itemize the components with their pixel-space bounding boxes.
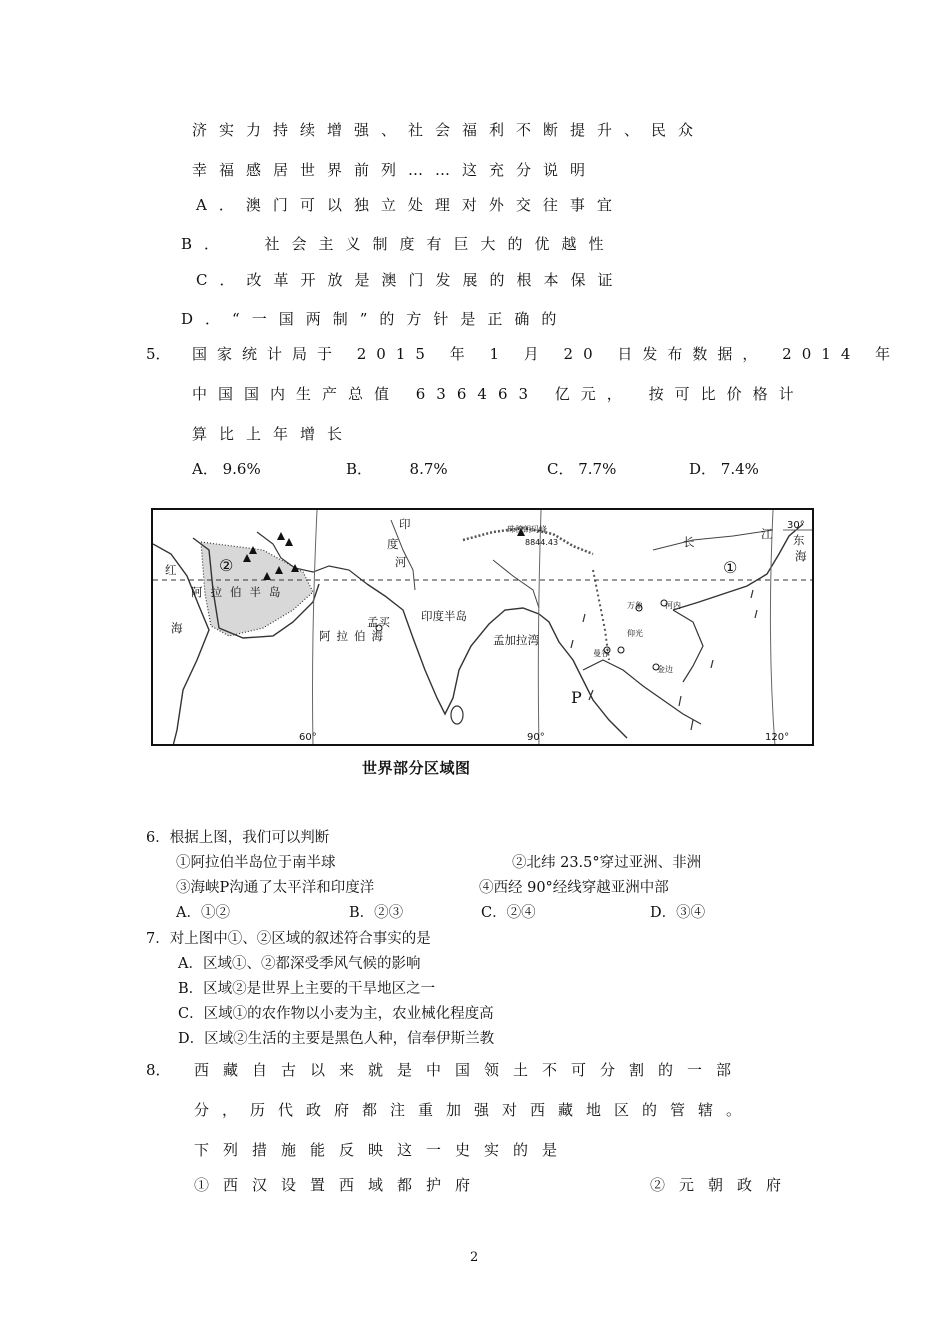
label-yangtze-2: 江 [761, 527, 773, 541]
yangtze-river [653, 530, 773, 550]
q6-stem: 6．根据上图，我们可以判断 [146, 830, 330, 846]
world-region-map [151, 508, 814, 746]
q7-stem: 7．对上图中①、②区域的叙述符合事实的是 [146, 931, 431, 947]
q6-option-d: D．③④ [650, 905, 706, 921]
label-red-sea-1: 红 [165, 563, 177, 577]
q6-statement-2: ②北纬 23.5°穿过亚洲、非洲 [512, 855, 702, 871]
island-marks [571, 590, 757, 730]
ganges-river [493, 560, 539, 608]
label-lon-120: 120° [765, 732, 790, 743]
label-everest: 珠穆朗玛峰 [507, 525, 547, 534]
q5-option-c: C． 7.7% [547, 460, 617, 478]
q6-statement-1: ①阿拉伯半岛位于南半球 [176, 855, 336, 871]
q4-option-d: D．“一国两制”的方针是正确的 [181, 310, 569, 328]
label-region-1: ① [723, 558, 738, 577]
page-number: 2 [470, 1250, 479, 1265]
q5-option-a: A． 9.6% [192, 460, 261, 478]
label-arabian-peninsula: 阿拉伯半岛 [191, 585, 289, 599]
label-indus-3: 河 [395, 555, 407, 569]
q8-statement-1: ①西汉设置西域都护府 [194, 1176, 485, 1194]
label-indus-2: 度 [387, 537, 399, 551]
q5-line3: 算比上年增长 [192, 425, 355, 443]
q6-option-b: B．②③ [349, 905, 404, 921]
label-yangon: 仰光 [627, 629, 643, 638]
label-mumbai: 孟买 [367, 615, 390, 629]
q4-line2: 幸福感居世界前列……这充分说明 [192, 161, 598, 179]
q8-statement-2: ②元朝政府 [650, 1176, 796, 1194]
label-everest-height: 8844.43 [525, 538, 559, 547]
label-indus-1: 印 [399, 517, 411, 531]
label-east-sea-1: 东 [793, 533, 805, 547]
q8-line3: 下列措施能反映这一史实的是 [194, 1141, 572, 1159]
label-lat-30: 30° [787, 520, 805, 531]
india-coastline [367, 584, 539, 714]
label-hanoi: 河内 [665, 601, 681, 610]
label-lon-90: 90° [527, 732, 545, 743]
q8-line1: 西藏自古以来就是中国领土不可分割的一部 [194, 1061, 746, 1079]
label-bangkok: 曼谷 [593, 649, 609, 658]
q6-statement-3: ③海峡P沟通了太平洋和印度洋 [176, 880, 375, 896]
q4-option-a: A．澳门可以独立处理对外交往事宜 [196, 196, 624, 214]
label-strait-p: P [571, 688, 582, 707]
vietnam-coast [673, 610, 703, 682]
label-indian-peninsula: 印度半岛 [421, 609, 467, 623]
q5-line1: 国家统计局于 2015 年 1 月 20 日发布数据， 2014 年 [192, 345, 901, 363]
q5-number: 5． [146, 345, 171, 363]
arakan-range [593, 570, 609, 660]
label-red-sea-2: 海 [171, 621, 183, 635]
label-region-2: ② [219, 556, 234, 575]
q4-option-b: B． 社会主义制度有巨大的优越性 [181, 235, 616, 253]
map-drawing [153, 510, 814, 746]
q4-option-c: C．改革开放是澳门发展的根本保证 [196, 271, 625, 289]
q7-option-b: B．区域②是世界上主要的干旱地区之一 [178, 981, 436, 997]
q5-option-b: B． 8.7% [346, 460, 448, 478]
q7-option-d: D．区域②生活的主要是黑色人种，信奉伊斯兰教 [178, 1031, 495, 1047]
label-bay-of-bengal: 孟加拉湾 [493, 633, 539, 647]
label-yangtze-1: 长 [683, 535, 695, 549]
meridian-60 [313, 510, 318, 746]
label-vientiane: 万象 [627, 601, 643, 610]
sri-lanka [451, 706, 463, 724]
map-caption: 世界部分区域图 [362, 759, 471, 777]
q5-line2: 中国国内生产总值 636463 亿元， 按可比价格计 [192, 385, 805, 403]
label-arabian-sea: 阿拉伯海 [319, 629, 389, 643]
southeast-asia-west-coast [539, 614, 627, 738]
q7-option-a: A．区域①、②都深受季风气候的影响 [178, 956, 421, 972]
africa-coastline [153, 544, 209, 746]
indochina-coast [583, 660, 701, 724]
label-phnom-penh: 金边 [657, 665, 673, 674]
q6-option-a: A．①② [176, 905, 230, 921]
q4-line1: 济实力持续增强、社会福利不断提升、民众 [192, 121, 706, 139]
q6-statement-4: ④西经 90°经线穿越亚洲中部 [479, 880, 669, 896]
label-east-sea-2: 海 [795, 549, 807, 563]
q7-option-c: C．区域①的农作物以小麦为主，农业械化程度高 [178, 1006, 494, 1022]
label-lon-60: 60° [299, 732, 317, 743]
q5-option-d: D． 7.4% [689, 460, 759, 478]
q6-option-c: C．②④ [481, 905, 536, 921]
q8-line2: 分，历代政府都注重加强对西藏地区的管辖。 [194, 1101, 755, 1119]
meridian-120 [770, 510, 775, 746]
q8-number: 8． [146, 1061, 171, 1079]
